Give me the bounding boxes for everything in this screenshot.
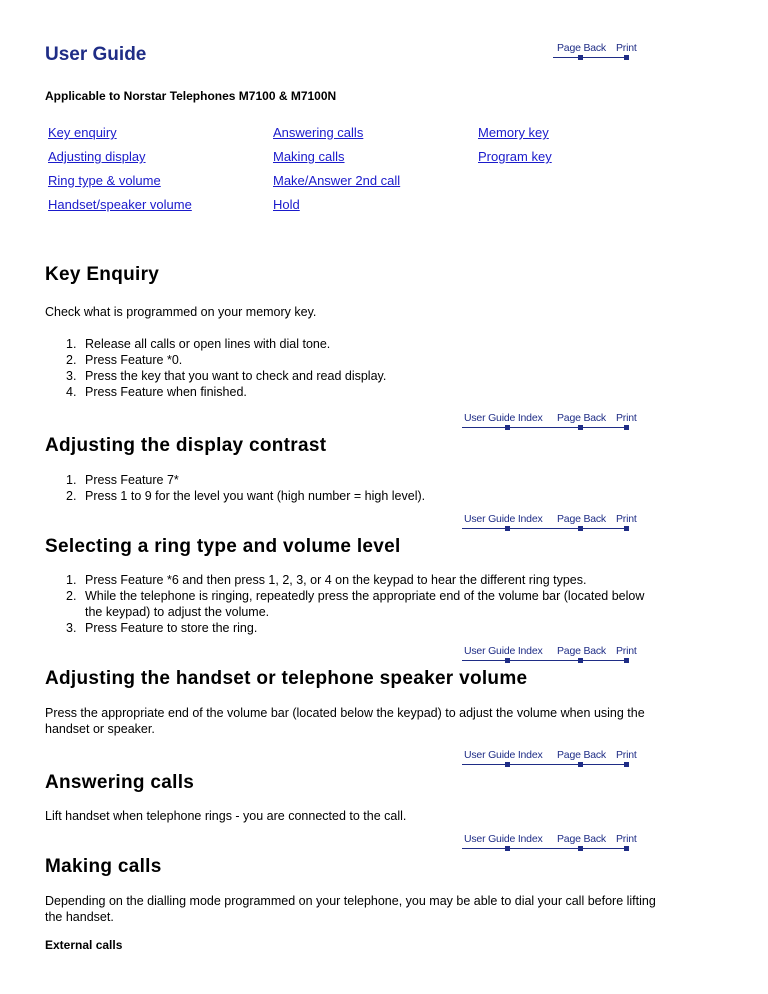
section-heading: Key Enquiry <box>45 264 160 285</box>
page-back-link[interactable]: Page Back <box>557 833 606 845</box>
nav-marker <box>578 425 583 430</box>
steps-list <box>66 336 656 400</box>
subsection-heading: External calls <box>45 938 123 952</box>
list-item: 2. Press Feature *0. <box>66 353 183 367</box>
nav-marker <box>505 526 510 531</box>
section-text: Lift handset when telephone rings - you are connected to the call. <box>45 809 407 823</box>
print-link[interactable]: Print <box>616 42 637 54</box>
index-link[interactable]: User Guide Index <box>464 645 543 657</box>
section-heading: Making calls <box>45 856 162 877</box>
section-nav <box>462 833 643 853</box>
list-item: 2. Press 1 to 9 for the level you want (high number = high level). <box>66 489 426 503</box>
nav-marker <box>624 658 629 663</box>
page-back-link[interactable]: Page Back <box>557 645 606 657</box>
section-nav <box>462 513 643 533</box>
nav-marker <box>624 55 629 60</box>
nav-marker <box>578 762 583 767</box>
list-item: 1. Release all calls or open lines with dial tone. <box>66 337 331 351</box>
print-link[interactable]: Print <box>616 749 637 761</box>
index-link[interactable]: User Guide Index <box>464 749 543 761</box>
nav-underline <box>553 57 628 58</box>
section-heading: Adjusting the handset or telephone speaker volume <box>45 668 528 689</box>
page-title: User Guide <box>45 44 147 65</box>
print-link[interactable]: Print <box>616 645 637 657</box>
nav-marker <box>624 846 629 851</box>
index-link[interactable]: User Guide Index <box>464 833 543 845</box>
nav-marker <box>505 762 510 767</box>
toc-adjusting-display[interactable]: Adjusting display <box>48 149 146 164</box>
page-back-link[interactable]: Page Back <box>557 749 606 761</box>
section-text: Press the appropriate end of the volume bar (located below the keypad) to adjust the volume when using the handset or speaker. <box>45 706 645 736</box>
page-back-link[interactable]: Page Back <box>557 42 606 54</box>
list-item: 3. Press Feature to store the ring. <box>66 621 258 635</box>
page-back-link[interactable]: Page Back <box>557 412 606 424</box>
list-item: 2. While the telephone is ringing, repeatedly press the appropriate end of the volume bar (located below the keypad) to adjust the volume. <box>66 589 645 619</box>
nav-marker <box>505 658 510 663</box>
nav-marker <box>624 425 629 430</box>
section-heading: Adjusting the display contrast <box>45 435 327 456</box>
section-heading: Selecting a ring type and volume level <box>45 536 401 557</box>
nav-marker <box>505 425 510 430</box>
toc-handset-volume[interactable]: Handset/speaker volume <box>48 197 192 212</box>
subtitle: Applicable to Norstar Telephones M7100 & M7100N <box>45 89 337 103</box>
toc-hold[interactable]: Hold <box>273 197 300 212</box>
nav-marker <box>505 846 510 851</box>
toc-key-enquiry[interactable]: Key enquiry <box>48 125 117 140</box>
toc-ring-type[interactable]: Ring type & volume <box>48 173 161 188</box>
section-nav <box>462 749 643 769</box>
top-nav <box>553 42 643 62</box>
page-back-link[interactable]: Page Back <box>557 513 606 525</box>
list-item: 1. Press Feature *6 and then press 1, 2, 3, or 4 on the keypad to hear the different ring types. <box>66 573 587 587</box>
nav-marker <box>624 526 629 531</box>
nav-marker <box>578 526 583 531</box>
print-link[interactable]: Print <box>616 513 637 525</box>
toc-memory-key[interactable]: Memory key <box>478 125 549 140</box>
toc-making-calls[interactable]: Making calls <box>273 149 345 164</box>
toc-second-call[interactable]: Make/Answer 2nd call <box>273 173 401 188</box>
nav-marker <box>624 762 629 767</box>
steps-list <box>66 472 656 504</box>
list-item: 3. Press the key that you want to check and read display. <box>66 369 387 383</box>
list-item: 1. Press Feature 7* <box>66 473 179 487</box>
section-text: Depending on the dialling mode programmed on your telephone, you may be able to dial your call before lifting the handset. <box>45 894 656 924</box>
section-nav <box>462 412 643 432</box>
index-link[interactable]: User Guide Index <box>464 412 543 424</box>
nav-underline <box>462 764 629 765</box>
nav-underline <box>462 848 629 849</box>
section-text: Check what is programmed on your memory key. <box>45 305 317 319</box>
nav-marker <box>578 55 583 60</box>
nav-underline <box>462 528 629 529</box>
steps-list <box>66 572 656 636</box>
print-link[interactable]: Print <box>616 412 637 424</box>
nav-underline <box>462 660 629 661</box>
list-item: 4. Press Feature when finished. <box>66 385 247 399</box>
nav-underline <box>462 427 629 428</box>
nav-marker <box>578 658 583 663</box>
toc-answering-calls[interactable]: Answering calls <box>273 125 364 140</box>
nav-marker <box>578 846 583 851</box>
print-link[interactable]: Print <box>616 833 637 845</box>
section-nav <box>462 645 643 665</box>
toc-program-key[interactable]: Program key <box>478 149 552 164</box>
index-link[interactable]: User Guide Index <box>464 513 543 525</box>
section-heading: Answering calls <box>45 772 195 793</box>
